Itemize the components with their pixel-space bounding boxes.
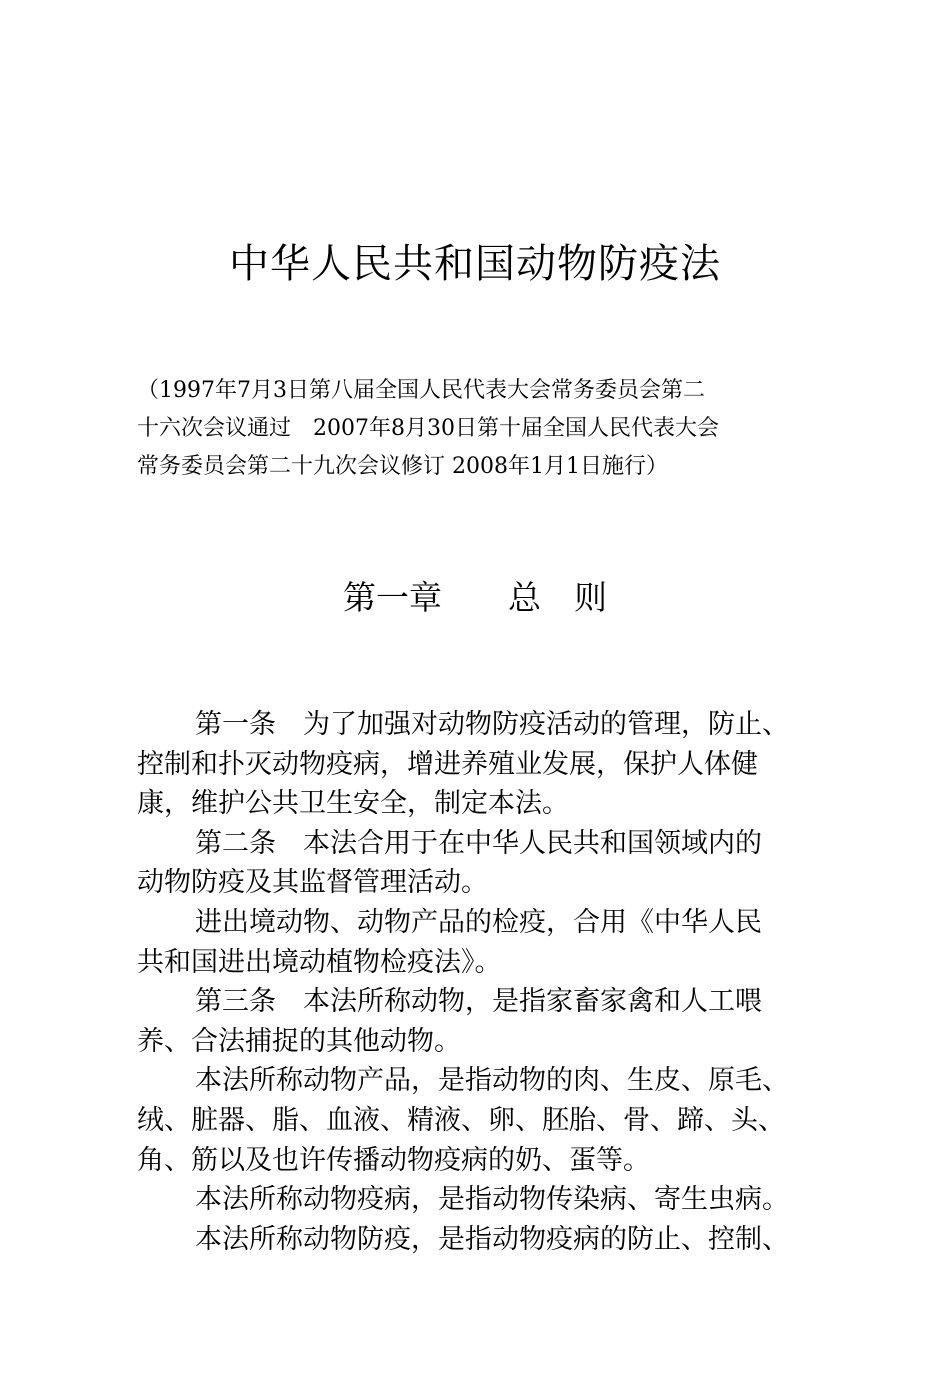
body-line: 康，维护公共卫生安全，制定本法。	[137, 788, 569, 820]
body-line: 进出境动物、动物产品的检疫，合用《中华人民	[195, 906, 762, 938]
body-line: 本法所称动物疫病，是指动物传染病、寄生虫病。	[195, 1184, 789, 1216]
body-line: 共和国进出境动植物检疫法》。	[137, 946, 502, 978]
chapter-heading: 第一章 总 则	[343, 578, 607, 617]
body-text	[137, 705, 837, 1259]
body-line: 本法所称动物防疫，是指动物疫病的防止、控制、	[195, 1223, 789, 1255]
body-line: 绒、脏器、脂、血液、精液、卵、胚胎、骨、蹄、头、	[137, 1104, 785, 1136]
body-line: 动物防疫及其监督管理活动。	[137, 867, 488, 899]
promulgation-note	[137, 372, 827, 486]
promulgation-line: （1997年7月3日第八届全国人民代表大会常务委员会第二	[137, 378, 705, 403]
promulgation-line: 十六次会议通过 2007年8月30日第十届全国人民代表大会	[137, 416, 719, 441]
body-line: 第二条 本法合用于在中华人民共和国领域内的	[195, 827, 762, 859]
body-line: 控制和扑灭动物疫病，增进养殖业发展，保护人体健	[137, 748, 758, 780]
body-line: 本法所称动物产品，是指动物的肉、生皮、原毛、	[195, 1065, 789, 1097]
body-line: 养、合法捕捉的其他动物。	[137, 1025, 461, 1057]
promulgation-line: 常务委员会第二十九次会议修订 2008年1月1日施行）	[137, 454, 668, 479]
body-line: 第三条 本法所称动物，是指家畜家禽和人工喂	[195, 986, 762, 1018]
body-line: 角、筋以及也许传播动物疫病的奶、蛋等。	[137, 1144, 650, 1176]
document-title: 中华人民共和国动物防疫法	[229, 241, 721, 287]
body-line: 第一条 为了加强对动物防疫活动的管理，防止、	[195, 709, 789, 740]
